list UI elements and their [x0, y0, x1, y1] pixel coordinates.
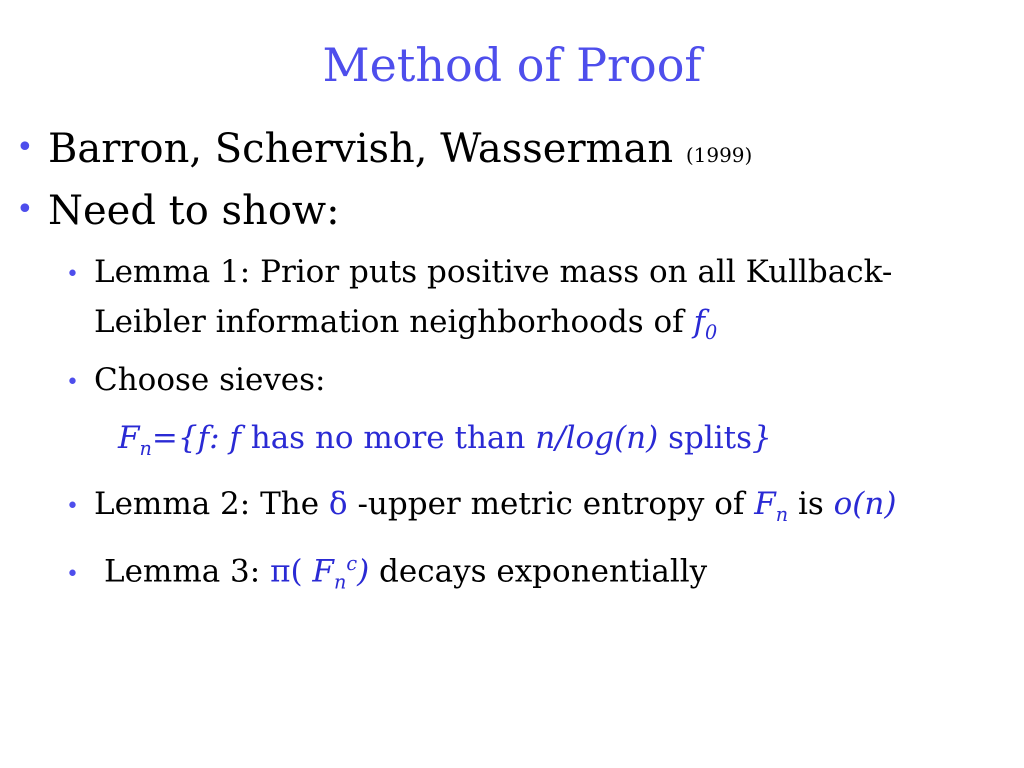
sieve-mid: has no more than — [240, 420, 536, 456]
sieve-subscript: n — [139, 437, 152, 461]
delta-symbol: δ — [328, 486, 348, 522]
lemma1-line1: Lemma 1: Prior puts positive mass on all Kullback- — [94, 254, 893, 290]
bullet-icon: • — [16, 192, 34, 227]
sieve-f2: f — [229, 420, 241, 456]
sub-bullet-icon: • — [66, 562, 79, 587]
sub-bullet-icon: • — [66, 494, 79, 519]
bullet-item-need-to-show: Need to show: — [48, 188, 340, 234]
sieve-colon: : — [209, 420, 230, 456]
authors-year: (1999) — [685, 143, 753, 167]
lemma3-pre: Lemma 3: — [104, 553, 271, 590]
lemma1-line2 — [94, 304, 717, 344]
bullet-item-authors — [48, 126, 752, 172]
lemma2 — [94, 486, 896, 526]
sieve-set-symbol: F — [312, 553, 334, 590]
sieve-set-symbol: F — [754, 486, 776, 522]
sieve-subscript: n — [333, 570, 347, 594]
f-subscript: 0 — [704, 321, 718, 345]
pi-symbol: π — [270, 553, 291, 590]
lemma3-close: ) — [357, 553, 370, 590]
sieve-end: splits — [658, 420, 753, 456]
sub-bullet-icon: • — [66, 262, 79, 287]
sieve-f1: f — [197, 420, 210, 456]
f0-symbol — [693, 304, 718, 345]
lemma1-line2-text: Leibler information neighborhoods of — [94, 304, 694, 340]
sieve-set-symbol: F — [118, 420, 140, 456]
lemma2-pre: Lemma 2: The — [94, 486, 329, 522]
f-symbol: f — [693, 304, 705, 340]
lemma2-is: is — [788, 486, 834, 522]
lemma2-mid: -upper metric entropy of — [347, 486, 755, 522]
sieve-eq: ={ — [151, 420, 198, 456]
slide-title: Method of Proof — [322, 38, 702, 92]
sieves-label: Choose sieves: — [94, 362, 326, 398]
complement-superscript: c — [346, 552, 358, 575]
lemma3 — [104, 552, 707, 594]
sieve-definition — [118, 420, 772, 460]
order-symbol: o(n) — [833, 486, 897, 522]
bullet-icon: • — [16, 130, 34, 165]
lemma3-post: decays exponentially — [369, 553, 708, 590]
lemma3-open: ( — [290, 553, 313, 590]
sieve-subscript: n — [775, 503, 789, 527]
sieve-close: } — [752, 420, 772, 456]
sieve-bound: n/log(n) — [535, 420, 659, 456]
sub-bullet-icon: • — [66, 370, 79, 395]
authors-text: Barron, Schervish, Wasserman — [48, 126, 674, 172]
